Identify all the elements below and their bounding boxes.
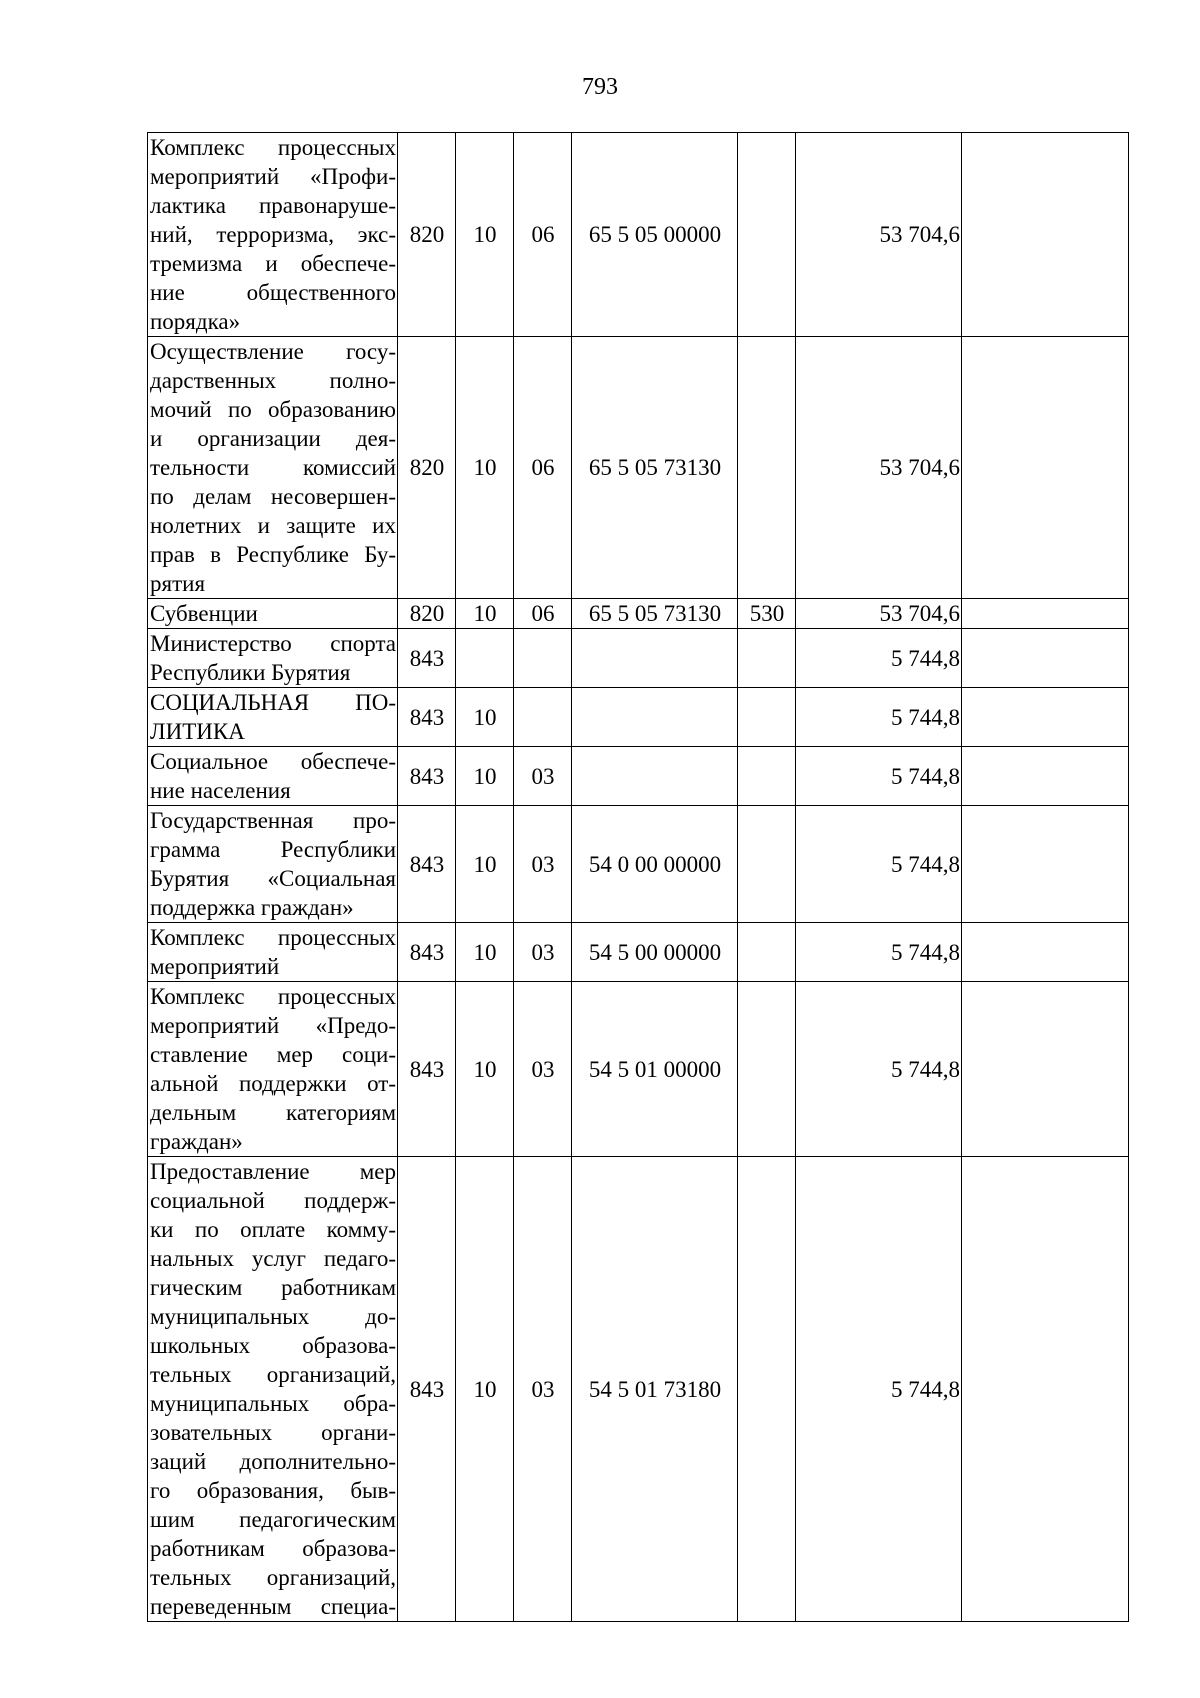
subsection-code-cell: 03 bbox=[514, 747, 572, 806]
item-name-line: нальных услуг педаго- bbox=[150, 1246, 396, 1271]
section-code-cell: 10 bbox=[456, 337, 514, 599]
extra-amount-cell bbox=[962, 133, 1129, 337]
item-name-line: рятия bbox=[150, 571, 206, 596]
extra-amount-cell bbox=[962, 688, 1129, 747]
item-name-line: гическим работникам bbox=[150, 1275, 396, 1300]
item-name-line: школьных образова- bbox=[150, 1333, 396, 1358]
item-name-line: заций дополнительно- bbox=[150, 1449, 396, 1474]
item-name-line: тельности комиссий bbox=[150, 455, 396, 480]
item-name-cell bbox=[148, 599, 398, 629]
item-name-line: Комплекс процессных bbox=[150, 925, 396, 950]
amount-cell: 53 704,6 bbox=[796, 337, 962, 599]
target-article-cell bbox=[572, 629, 738, 688]
item-name-line: поддержка граждан» bbox=[150, 895, 354, 920]
expense-type-cell bbox=[738, 337, 796, 599]
ministry-code-cell: 843 bbox=[398, 629, 456, 688]
target-article-cell: 65 5 05 73130 bbox=[572, 337, 738, 599]
extra-amount-cell bbox=[962, 599, 1129, 629]
section-code-cell: 10 bbox=[456, 1157, 514, 1622]
subsection-code-cell: 06 bbox=[514, 337, 572, 599]
item-name-cell bbox=[148, 923, 398, 982]
item-name-line: тельных организаций, bbox=[150, 1565, 396, 1590]
target-article-cell: 54 5 01 73180 bbox=[572, 1157, 738, 1622]
item-name-line: ставление мер соци- bbox=[150, 1042, 396, 1067]
ministry-code-cell: 820 bbox=[398, 133, 456, 337]
expense-type-cell bbox=[738, 806, 796, 923]
expense-type-cell bbox=[738, 629, 796, 688]
item-name-line: Комплекс процессных bbox=[150, 135, 396, 160]
ministry-code-cell: 843 bbox=[398, 923, 456, 982]
item-name-line: лактика правонаруше- bbox=[150, 193, 396, 218]
target-article-cell: 54 5 00 00000 bbox=[572, 923, 738, 982]
extra-amount-cell bbox=[962, 337, 1129, 599]
item-name-line: дельным категориям bbox=[150, 1100, 396, 1125]
item-name-line: мероприятий «Профи- bbox=[150, 164, 396, 189]
subsection-code-cell: 03 bbox=[514, 806, 572, 923]
item-name-cell bbox=[148, 747, 398, 806]
amount-cell: 5 744,8 bbox=[796, 923, 962, 982]
table-row bbox=[148, 629, 1129, 688]
item-name-line: Социальное обеспече- bbox=[150, 749, 396, 774]
item-name-line: работникам образова- bbox=[150, 1536, 396, 1561]
section-code-cell: 10 bbox=[456, 688, 514, 747]
subsection-code-cell bbox=[514, 688, 572, 747]
section-code-cell bbox=[456, 629, 514, 688]
item-name-line: Республики Бурятия bbox=[150, 660, 351, 685]
item-name-cell bbox=[148, 688, 398, 747]
target-article-cell: 54 5 01 00000 bbox=[572, 982, 738, 1157]
item-name-line: граждан» bbox=[150, 1129, 243, 1154]
target-article-cell bbox=[572, 747, 738, 806]
ministry-code-cell: 843 bbox=[398, 806, 456, 923]
item-name-line: Министерство спорта bbox=[150, 631, 396, 656]
expense-type-cell bbox=[738, 982, 796, 1157]
item-name-line: по делам несовершен- bbox=[150, 484, 396, 509]
table-row bbox=[148, 747, 1129, 806]
item-name-line: социальной поддерж- bbox=[150, 1188, 396, 1213]
target-article-cell: 54 0 00 00000 bbox=[572, 806, 738, 923]
item-name-cell bbox=[148, 133, 398, 337]
item-name-line: мероприятий bbox=[150, 954, 280, 979]
extra-amount-cell bbox=[962, 982, 1129, 1157]
target-article-cell bbox=[572, 688, 738, 747]
item-name-line: порядка» bbox=[150, 309, 241, 334]
budget-table bbox=[147, 132, 1129, 1622]
extra-amount-cell bbox=[962, 629, 1129, 688]
item-name-line: нолетних и защите их bbox=[150, 513, 396, 538]
item-name-line: СОЦИАЛЬНАЯ ПО- bbox=[150, 690, 396, 715]
ministry-code-cell: 843 bbox=[398, 747, 456, 806]
item-name-line: и организации дея- bbox=[150, 426, 396, 451]
target-article-cell: 65 5 05 73130 bbox=[572, 599, 738, 629]
section-code-cell: 10 bbox=[456, 806, 514, 923]
expense-type-cell bbox=[738, 688, 796, 747]
item-name-line: мероприятий «Предо- bbox=[150, 1013, 396, 1038]
section-code-cell: 10 bbox=[456, 923, 514, 982]
target-article-cell: 65 5 05 00000 bbox=[572, 133, 738, 337]
item-name-line: Осуществление госу- bbox=[150, 339, 396, 364]
item-name-line: прав в Республике Бу- bbox=[150, 542, 396, 567]
ministry-code-cell: 820 bbox=[398, 599, 456, 629]
item-name-line: переведенным специа- bbox=[150, 1594, 396, 1619]
expense-type-cell bbox=[738, 1157, 796, 1622]
section-code-cell: 10 bbox=[456, 747, 514, 806]
table-row bbox=[148, 133, 1129, 337]
item-name-line: Государственная про- bbox=[150, 808, 396, 833]
section-code-cell: 10 bbox=[456, 599, 514, 629]
table-row bbox=[148, 688, 1129, 747]
item-name-cell bbox=[148, 337, 398, 599]
amount-cell: 5 744,8 bbox=[796, 806, 962, 923]
item-name-cell bbox=[148, 806, 398, 923]
item-name-line: тельных организаций, bbox=[150, 1362, 396, 1387]
section-code-cell: 10 bbox=[456, 982, 514, 1157]
expense-type-cell bbox=[738, 133, 796, 337]
item-name-line: ЛИТИКА bbox=[150, 719, 245, 744]
item-name-line: дарственных полно- bbox=[150, 368, 396, 393]
item-name-line: муниципальных обра- bbox=[150, 1391, 396, 1416]
amount-cell: 53 704,6 bbox=[796, 599, 962, 629]
item-name-line: зовательных органи- bbox=[150, 1420, 396, 1445]
extra-amount-cell bbox=[962, 747, 1129, 806]
item-name-line: Бурятия «Социальная bbox=[150, 866, 396, 891]
item-name-cell bbox=[148, 629, 398, 688]
subsection-code-cell: 03 bbox=[514, 923, 572, 982]
item-name-line: ние общественного bbox=[150, 280, 396, 305]
expense-type-cell bbox=[738, 747, 796, 806]
table-row bbox=[148, 337, 1129, 599]
item-name-line: го образования, быв- bbox=[150, 1478, 396, 1503]
item-name-line: Предоставление мер bbox=[150, 1159, 396, 1184]
item-name-line: ки по оплате комму- bbox=[150, 1217, 396, 1242]
item-name-line: грамма Республики bbox=[150, 837, 396, 862]
expense-type-cell: 530 bbox=[738, 599, 796, 629]
table-row bbox=[148, 806, 1129, 923]
extra-amount-cell bbox=[962, 923, 1129, 982]
table-body bbox=[148, 133, 1129, 1622]
item-name-line: тремизма и обеспече- bbox=[150, 251, 396, 276]
amount-cell: 5 744,8 bbox=[796, 982, 962, 1157]
expense-type-cell bbox=[738, 923, 796, 982]
ministry-code-cell: 843 bbox=[398, 688, 456, 747]
ministry-code-cell: 843 bbox=[398, 1157, 456, 1622]
extra-amount-cell bbox=[962, 1157, 1129, 1622]
item-name-line: муниципальных до- bbox=[150, 1304, 396, 1329]
subsection-code-cell: 06 bbox=[514, 133, 572, 337]
amount-cell: 53 704,6 bbox=[796, 133, 962, 337]
item-name-cell bbox=[148, 1157, 398, 1622]
ministry-code-cell: 820 bbox=[398, 337, 456, 599]
section-code-cell: 10 bbox=[456, 133, 514, 337]
item-name-line: шим педагогическим bbox=[150, 1507, 396, 1532]
table-row bbox=[148, 1157, 1129, 1622]
page-number: 793 bbox=[582, 74, 618, 100]
item-name-line: ний, терроризма, экс- bbox=[150, 222, 396, 247]
item-name-line: альной поддержки от- bbox=[150, 1071, 396, 1096]
amount-cell: 5 744,8 bbox=[796, 747, 962, 806]
item-name-line: Комплекс процессных bbox=[150, 984, 396, 1009]
table-row bbox=[148, 599, 1129, 629]
amount-cell: 5 744,8 bbox=[796, 1157, 962, 1622]
ministry-code-cell: 843 bbox=[398, 982, 456, 1157]
subsection-code-cell: 03 bbox=[514, 982, 572, 1157]
item-name-line: ние населения bbox=[150, 778, 291, 803]
subsection-code-cell: 03 bbox=[514, 1157, 572, 1622]
item-name-line: Субвенции bbox=[150, 601, 258, 626]
extra-amount-cell bbox=[962, 806, 1129, 923]
table-row bbox=[148, 982, 1129, 1157]
item-name-cell bbox=[148, 982, 398, 1157]
amount-cell: 5 744,8 bbox=[796, 688, 962, 747]
subsection-code-cell bbox=[514, 629, 572, 688]
item-name-line: мочий по образованию bbox=[150, 397, 396, 422]
subsection-code-cell: 06 bbox=[514, 599, 572, 629]
amount-cell: 5 744,8 bbox=[796, 629, 962, 688]
table-row bbox=[148, 923, 1129, 982]
